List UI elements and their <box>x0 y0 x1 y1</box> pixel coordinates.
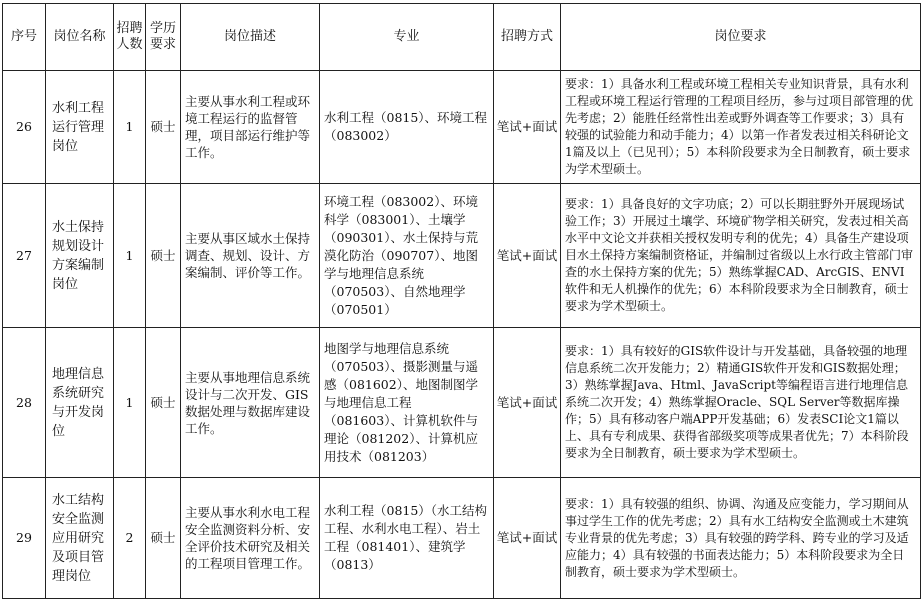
seq-cell: 27 <box>3 184 46 328</box>
header-degree: 学历要求 <box>146 4 181 71</box>
position-cell: 水土保持规划设计方案编制岗位 <box>46 184 114 328</box>
major-cell: 地图学与地理信息系统（070503）、摄影测量与遥感（081602）、地图制图学与地理信息工程（081603）、计算机软件与理论（081202）、计算机应用技术（081203） <box>320 328 494 478</box>
method-cell: 笔试+面试 <box>494 478 561 599</box>
description-cell: 主要从事地理信息系统设计与二次开发、GIS数据处理与数据库建设工作。 <box>181 328 320 478</box>
seq-cell: 28 <box>3 328 46 478</box>
description-cell: 主要从事水利工程或环境工程运行的监督管理，项目部运行维护等工作。 <box>181 71 320 184</box>
requirements-cell: 要求：1）具备水利工程或环境工程相关专业知识背景，具有水利工程或环境工程运行管理的工程项目经历，参与过项目部管理的优先考虑；2）能胜任经常性出差或野外调查等工作要求；3）具有较强的试验能力和动手能力；4）以第一作者发表过相关科研论文1篇及以上（已见刊）；5）本科阶段要求为全日制教育，硕士要求为学术型硕士。 <box>561 71 921 184</box>
position-cell: 地理信息系统研究与开发岗位 <box>46 328 114 478</box>
method-cell: 笔试+面试 <box>494 184 561 328</box>
description-cell: 主要从事水利水电工程安全监测资料分析、安全评价技术研究及相关的工程项目管理工作。 <box>181 478 320 599</box>
count-cell: 1 <box>114 328 146 478</box>
major-cell: 环境工程（083002）、环境科学（083001）、土壤学（090301）、水土保持与荒漠化防治（090707）、地图学与地理信息系统（070503）、自然地理学（070501） <box>320 184 494 328</box>
position-cell: 水利工程运行管理岗位 <box>46 71 114 184</box>
degree-cell: 硕士 <box>146 71 181 184</box>
major-cell: 水利工程（0815）（水工结构工程、水利水电工程）、岩土工程（081401）、建筑学（0813） <box>320 478 494 599</box>
position-cell: 水工结构安全监测应用研究及项目管理岗位 <box>46 478 114 599</box>
count-cell: 2 <box>114 478 146 599</box>
table-row <box>3 478 921 599</box>
requirements-cell: 要求：1）具备良好的文字功底；2）可以长期驻野外开展现场试验工作；3）开展过土壤学、环境矿物学相关研究，发表过相关高水平中文论文并获相关授权发明专利的优先；4）具备生产建设项目水土保持方案编制资格证，并编制过省级以上水行政主管部门审查的水土保持方案的优先；5）熟练掌握CAD、ArcGIS、ENVI软件和无人机操作的优先；6）本科阶段要求为全日制教育，硕士要求为学术型硕士。 <box>561 184 921 328</box>
requirements-cell: 要求：1）具有较强的组织、协调、沟通及应变能力，学习期间从事过学生工作的优先考虑；2）具有水工结构安全监测或土木建筑专业背景的优先考虑；3）具有较强的跨学科、跨专业的学习及适应能力；4）具有较强的书面表达能力；5）本科阶段要求为全日制教育，硕士要求为学术型硕士。 <box>561 478 921 599</box>
seq-cell: 26 <box>3 71 46 184</box>
count-cell: 1 <box>114 71 146 184</box>
degree-cell: 硕士 <box>146 478 181 599</box>
count-cell: 1 <box>114 184 146 328</box>
header-requirements: 岗位要求 <box>561 4 921 71</box>
header-row <box>3 4 921 71</box>
recruitment-table <box>2 3 921 599</box>
degree-cell: 硕士 <box>146 184 181 328</box>
header-seq: 序号 <box>3 4 46 71</box>
header-description: 岗位描述 <box>181 4 320 71</box>
header-count: 招聘人数 <box>114 4 146 71</box>
table-row <box>3 328 921 478</box>
method-cell: 笔试+面试 <box>494 328 561 478</box>
major-cell: 水利工程（0815）、环境工程（083002） <box>320 71 494 184</box>
description-cell: 主要从事区域水土保持调查、规划、设计、方案编制、评价等工作。 <box>181 184 320 328</box>
header-position: 岗位名称 <box>46 4 114 71</box>
seq-cell: 29 <box>3 478 46 599</box>
table-row <box>3 71 921 184</box>
requirements-cell: 要求：1）具有较好的GIS软件设计与开发基础，具备较强的地理信息系统二次开发能力；2）精通GIS软件开发和GIS数据处理；3）熟练掌握Java、Html、JavaScript等编程语言进行地理信息系统二次开发；4）熟练掌握Oracle、SQL Server等数据库操作；5）具有移动客户端APP开发基础；6）发表SCI论文1篇以上、具有专利成果、获得省部级奖项等成果者优先；7）本科阶段要求为全日制教育，硕士要求为学术型硕士。 <box>561 328 921 478</box>
method-cell: 笔试+面试 <box>494 71 561 184</box>
header-method: 招聘方式 <box>494 4 561 71</box>
table-row <box>3 184 921 328</box>
header-major: 专业 <box>320 4 494 71</box>
degree-cell: 硕士 <box>146 328 181 478</box>
